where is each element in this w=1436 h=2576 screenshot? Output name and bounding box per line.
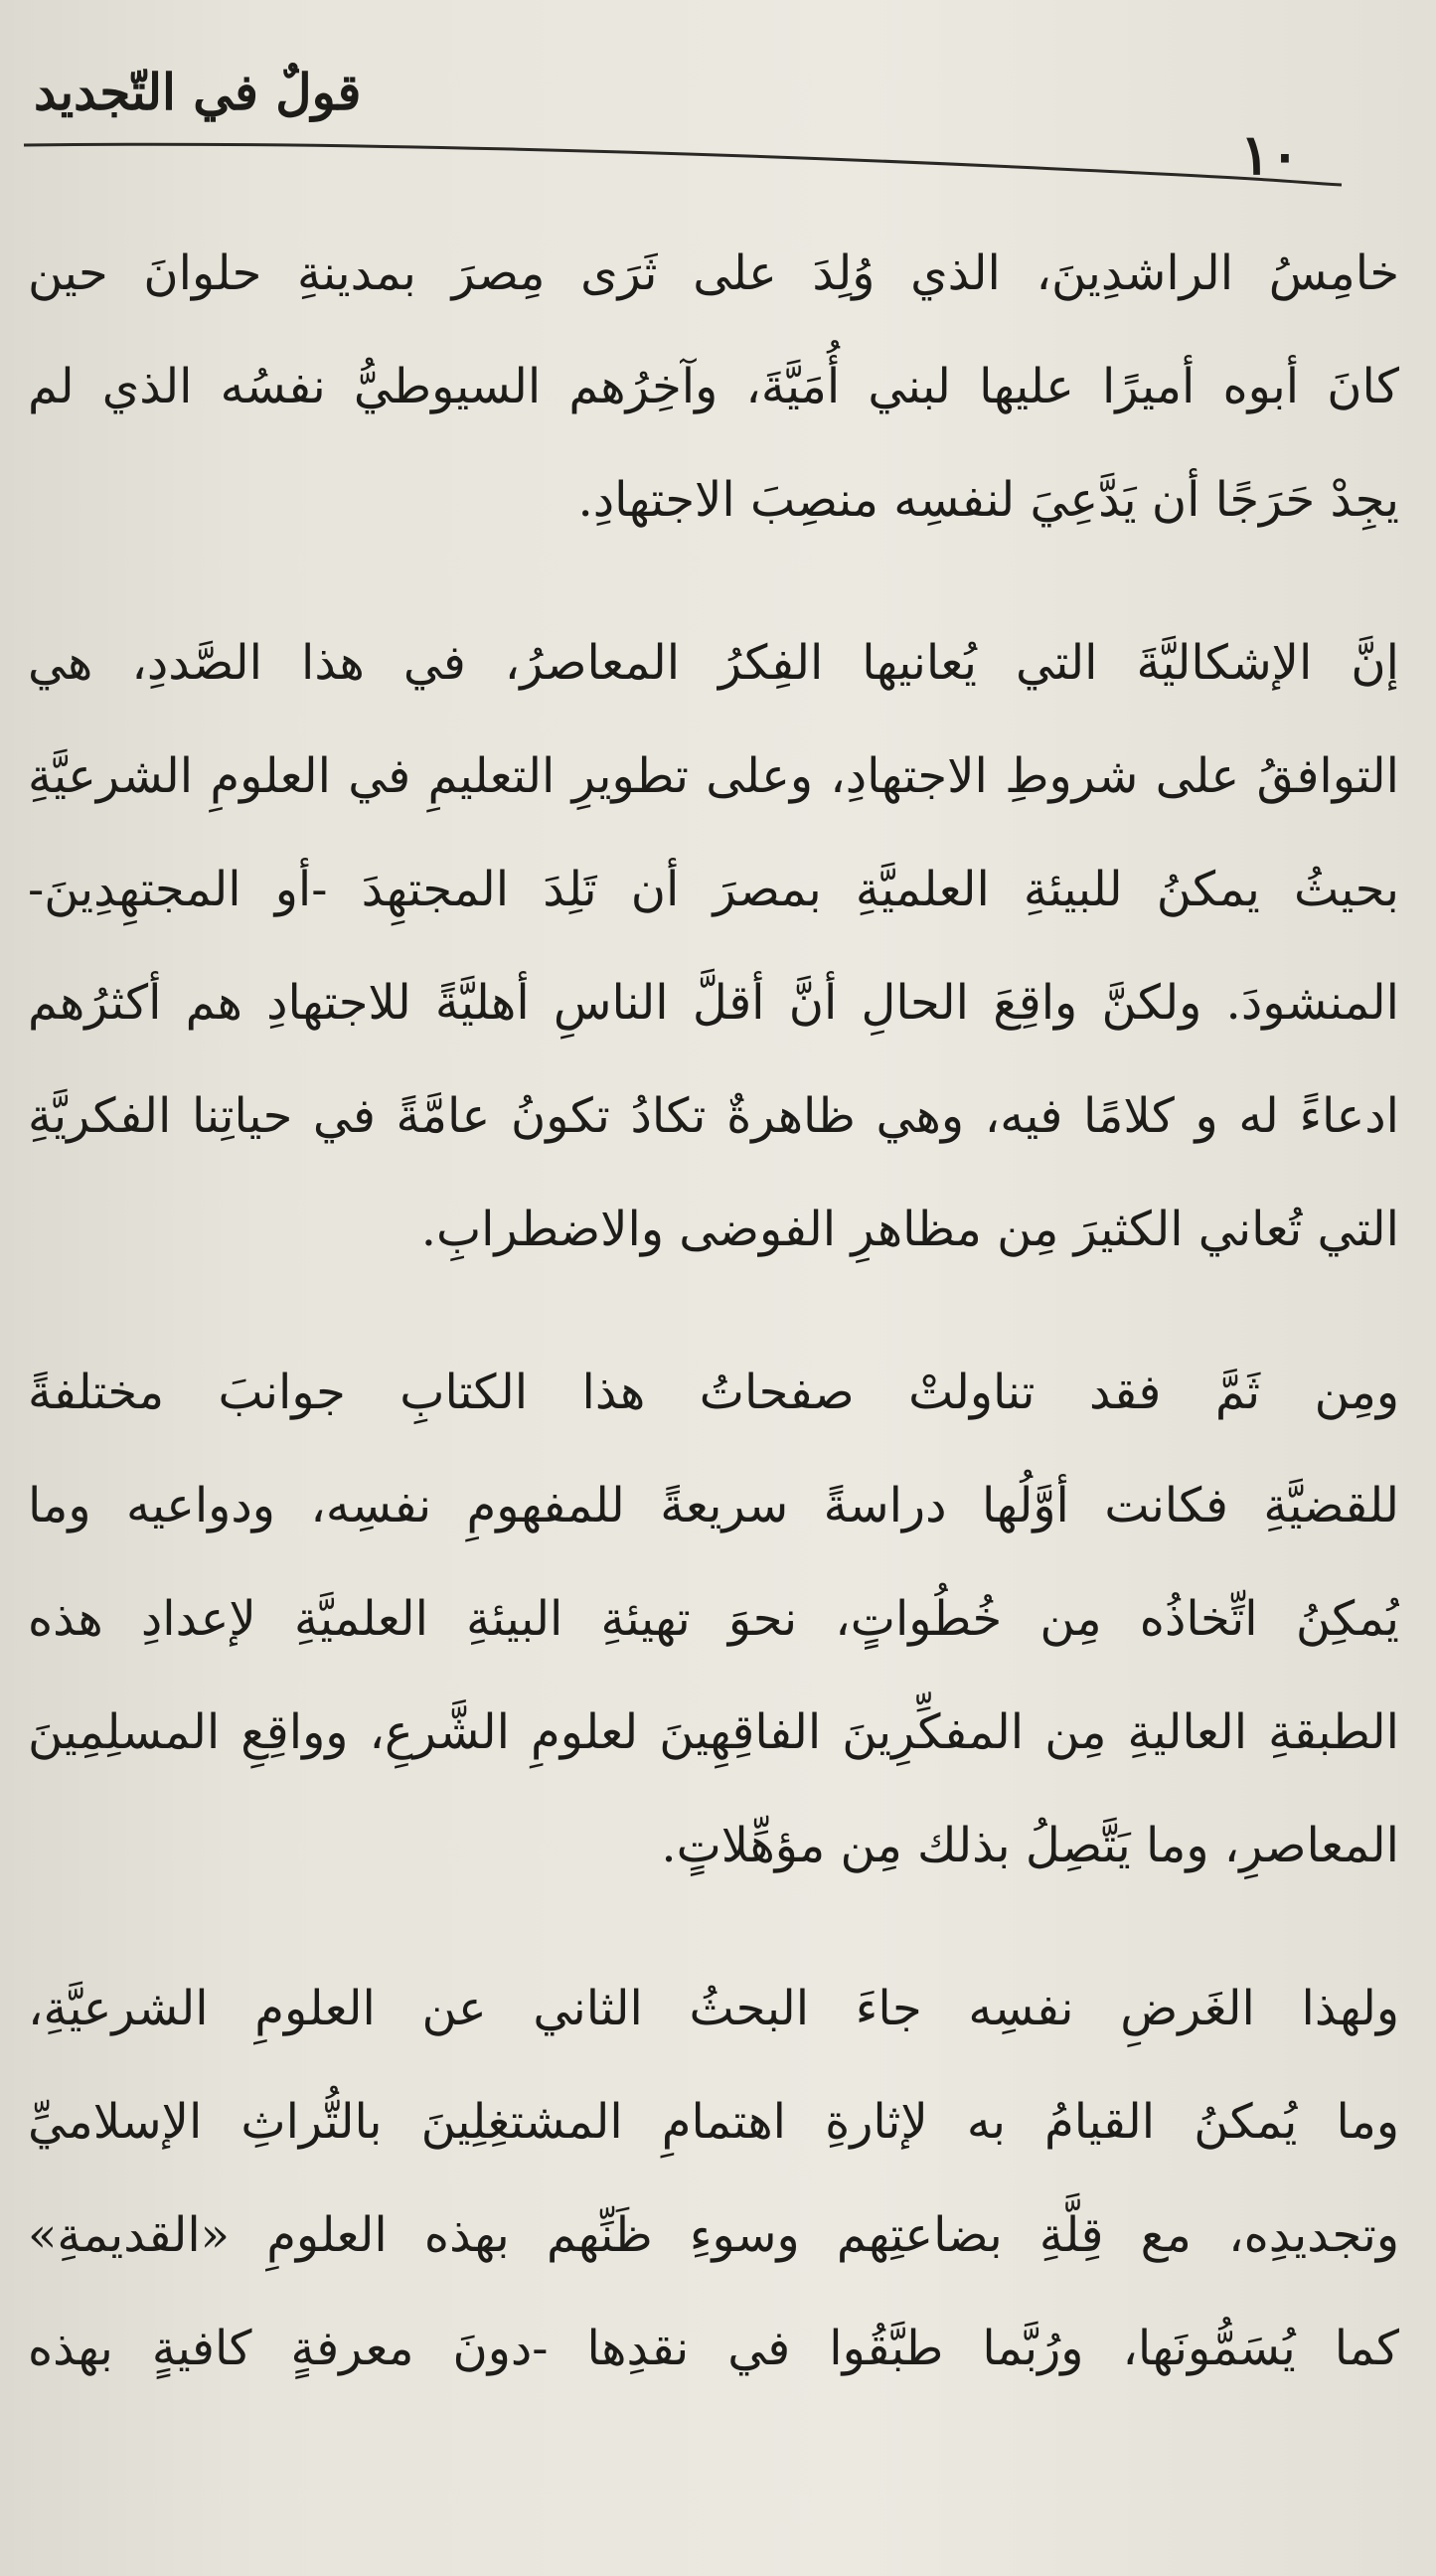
text-line: المنشودَ. ولكنَّ واقِعَ الحالِ أنَّ أقلَّ الناسِ أهليَّةً للاجتهادِ هم أكثرُهم (28, 975, 1399, 1031)
text-line: وتجديدِه، مع قِلَّةِ بضاعتِهم وسوءِ ظَنِّهم بهذه العلومِ «القديمةِ» (28, 2207, 1399, 2263)
header-rule-line (24, 144, 1342, 185)
text-line: بحيثُ يمكنُ للبيئةِ العلميَّةِ بمصرَ أن تَلِدَ المجتهِدَ -أو المجتهِدِينَ- (28, 862, 1399, 917)
text-line: التوافقُ على شروطِ الاجتهادِ، وعلى تطويرِ التعليمِ في العلومِ الشرعيَّةِ (28, 748, 1399, 804)
text-line: ولهذا الغَرضِ نفسِه جاءَ البحثُ الثاني عن العلومِ الشرعيَّةِ، (28, 1981, 1399, 2036)
text-line: المعاصرِ، وما يَتَّصِلُ بذلك مِن مؤهِّلاتٍ. (661, 1818, 1399, 1873)
page-number: ١٠ (1239, 122, 1300, 188)
text-line: الطبقةِ العاليةِ مِن المفكِّرِينَ الفاقِهِينَ لعلومِ الشَّرعِ، وواقِعِ المسلِمِينَ (28, 1704, 1399, 1760)
text-line: ادعاءً له و كلامًا فيه، وهي ظاهرةٌ تكادُ تكونُ عامَّةً في حياتِنا الفكريَّةِ (28, 1088, 1399, 1144)
text-line: يُمكِنُ اتِّخاذُه مِن خُطُواتٍ، نحوَ تهيئةِ البيئةِ العلميَّةِ لإعدادِ هذه (28, 1591, 1399, 1647)
paragraph-4 (28, 1952, 1399, 2405)
text-line: إنَّ الإشكاليَّةَ التي يُعانيها الفِكرُ المعاصرُ، في هذا الصَّددِ، هي (28, 635, 1399, 691)
text-line: خامِسُ الراشدِينَ، الذي وُلِدَ على ثَرَى مِصرَ بمدينةِ حلوانَ حين (28, 245, 1399, 301)
text-line: كانَ أبوه أميرًا عليها لبني أُمَيَّةَ، وآخِرُهم السيوطيُّ نفسُه الذي لم (28, 359, 1399, 414)
text-line: التي تُعاني الكثيرَ مِن مظاهرِ الفوضى والاضطرابِ. (420, 1202, 1399, 1257)
running-header (22, 50, 1344, 199)
text-line: كما يُسَمُّونَها، ورُبَّما طبَّقُوا في نقدِها -دونَ معرفةٍ كافيةٍ بهذه (28, 2321, 1399, 2376)
text-line: ومِن ثَمَّ فقد تناولتْ صفحاتُ هذا الكتابِ جوانبَ مختلفةً (28, 1365, 1399, 1420)
text-line: يجِدْ حَرَجًا أن يَدَّعِيَ لنفسِه منصِبَ الاجتهادِ. (577, 472, 1399, 528)
text-line: وما يُمكنُ القيامُ به لإثارةِ اهتمامِ المشتغِلِينَ بالتُّراثِ الإسلاميِّ (28, 2094, 1399, 2150)
book-title: قولٌ في التّجديد (34, 63, 362, 121)
paragraph-1 (28, 217, 1399, 557)
paragraph-3 (28, 1336, 1399, 1902)
text-line: للقضيَّةِ فكانت أوَّلُها دراسةً سريعةً للمفهومِ نفسِه، ودواعيه وما (28, 1478, 1399, 1533)
paragraph-2 (28, 606, 1399, 1286)
body-text (28, 217, 1399, 2455)
